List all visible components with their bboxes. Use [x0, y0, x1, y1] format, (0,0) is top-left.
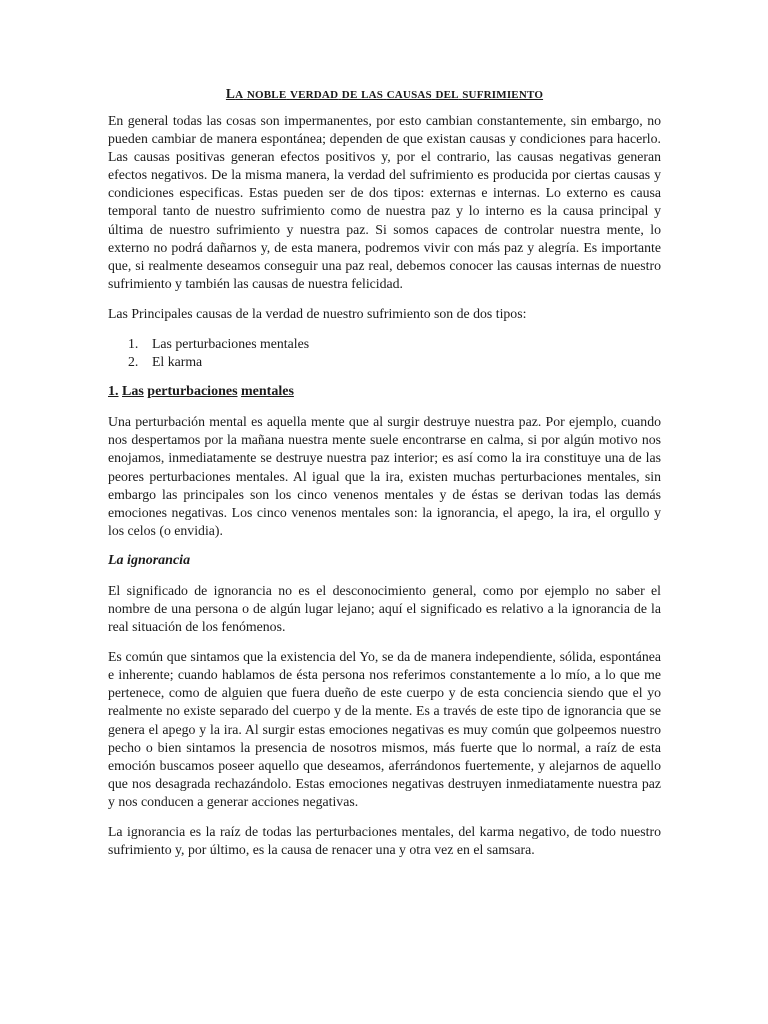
perturbacion-paragraph: Una perturbación mental es aquella mente que al surgir destruye nuestra paz. Por ejemplo, cuando nos despertamos por la mañana nuestra mente suele encontrarse en calma, si por algún motivo nos enojamos, inmediatamente se destruye nuestra paz interior; es así como la ira constituye una de las peores perturbaciones mentales. Al igual que la ira, existen muchas perturbaciones mentales, sin embargo las principales son los cinco venenos mentales y de éstas se derivan todas las demás emociones negativas. Los cinco venenos mentales son: la ignorancia, el apego, la ira, el orgullo y los celos (o envidia). [108, 414, 661, 538]
list-item-text: El karma [152, 354, 203, 370]
title-word-7: DEL [435, 89, 459, 101]
list-item-number: 2. [128, 354, 139, 370]
principal-causes-paragraph: Las Principales causas de la verdad de nuestro sufrimiento son de dos tipos: [108, 305, 527, 321]
subsection-heading-ignorancia: La ignorancia [108, 552, 191, 568]
title-word-2: NOBLE [246, 89, 287, 101]
list-item [108, 353, 661, 371]
document-title [108, 86, 661, 102]
title-word-1: LA [225, 86, 244, 101]
intro-paragraph: En general todas las cosas son impermanentes, por esto cambian constantemente, sin embargo, no pueden cambiar de manera espontánea; dependen de que existan causas y condiciones para hacerlo. Las causas positivas generan efectos positivos y, por el contrario, las causas negativas generan efectos negativos. De la misma manera, la verdad del sufrimiento es producida por ciertas causas y condiciones especificas. Estas pueden ser de dos tipos: externas e internas. Lo externo es causa temporal tanto de nuestro sufrimiento como de nuestra paz y lo interno es la causa principal y última de nuestro sufrimiento y nuestra paz. Si somos capaces de controlar nuestra mente, lo externo no podrá dañarnos y, de esta manera, podremos vivir con más paz y alegría. Es importante que, si realmente deseamos conseguir una paz real, debemos conocer las causas internas de nuestro sufrimiento y también las causas de nuestra felicidad. [108, 113, 661, 291]
section-heading-perturbaciones: 1. Las perturbaciones mentales [108, 384, 294, 400]
title-word-3: VERDAD [289, 89, 339, 101]
title-word-6: CAUSAS [386, 89, 432, 101]
title-word-8: SUFRIMIENTO [462, 89, 544, 101]
significado-paragraph: El significado de ignorancia no es el desconocimiento general, como por ejemplo no saber el nombre de una persona o de algún lugar lejano; aquí el significado es relativo a la ignorancia de la real situación de los fenómenos. [108, 582, 661, 635]
list-item [108, 335, 661, 353]
raiz-paragraph: La ignorancia es la raíz de todas las perturbaciones mentales, del karma negativo, de todo nuestro sufrimiento y, por último, es la causa de renacer una y otra vez en el samsara. [108, 824, 661, 858]
list-item-number: 1. [128, 336, 139, 352]
list-item-text: Las perturbaciones mentales [152, 336, 310, 352]
title-word-5: LAS [361, 89, 384, 101]
title-word-4: DE [341, 89, 358, 101]
causes-list [108, 335, 661, 371]
comun-paragraph: Es común que sintamos que la existencia del Yo, se da de manera independiente, sólida, espontánea e inherente; cuando hablamos de ésta persona nos referimos constantemente a lo mío, a lo que me pertenece, como de alguien que fuera dueño de este cuerpo y de esta conciencia siendo que el yo realmente no existe separado del cuerpo y de la mente. Es a través de este tipo de ignorancia que se genera el apego y la ira. Al surgir estas emociones negativas es muy común que golpeemos nuestro pecho o bien sintamos la presencia de nosotros mismos, más fuerte que lo normal, a raíz de esta emoción buscamos poseer aquello que deseamos, aferrándonos fuertemente, y alejarnos de aquello que nos desagrada rechazándolo. Estas emociones negativas destruyen inmediatamente nuestra paz y nos conducen a generar acciones negativas. [108, 649, 661, 809]
